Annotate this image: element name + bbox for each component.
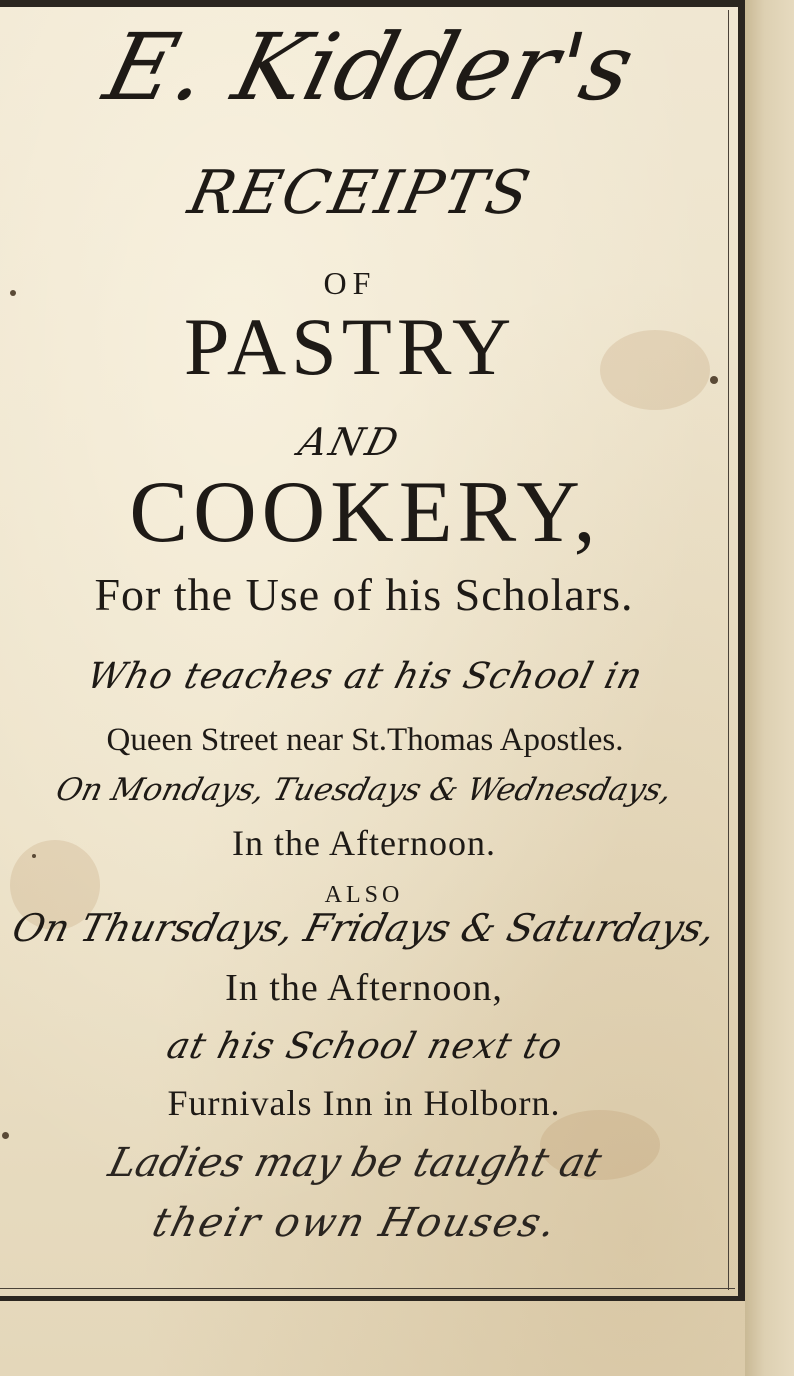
time-afternoon-1: In the Afternoon.: [232, 823, 496, 863]
title-cookery: COOKERY,: [129, 464, 601, 561]
right-border-outer-rule: [738, 0, 745, 1301]
also-label: ALSO: [324, 882, 404, 908]
title-and: AND: [294, 420, 406, 464]
title-of: OF: [323, 265, 377, 301]
teaches-line: Who teaches at his School in: [82, 656, 648, 697]
right-border-inner-rule: [728, 10, 729, 1290]
foxing-spot: [10, 290, 16, 296]
bottom-border-outer-rule: [0, 1296, 745, 1301]
page-margin: [745, 0, 794, 1376]
foxing-spot: [2, 1132, 9, 1139]
foxing-spot: [710, 376, 718, 384]
address-furnivals-inn: Furnivals Inn in Holborn.: [167, 1083, 561, 1123]
days-thu-sat: On Thursdays, Fridays & Saturdays,: [7, 906, 720, 950]
author-name: E. Kidder's: [94, 14, 646, 121]
address-queen-street: Queen Street near St.Thomas Apostles.: [106, 722, 624, 758]
time-afternoon-2: In the Afternoon,: [225, 967, 503, 1009]
purpose-line: For the Use of his Scholars.: [94, 569, 634, 620]
top-border-rule: [0, 0, 745, 7]
title-pastry: PASTRY: [183, 301, 517, 392]
ladies-line-2: their own Houses.: [147, 1200, 563, 1246]
title-receipts: RECEIPTS: [182, 158, 538, 228]
bottom-border-inner-rule: [0, 1288, 735, 1289]
at-school-line: at his School next to: [162, 1026, 568, 1067]
days-mon-wed: On Mondays, Tuesdays & Wednesdays,: [52, 772, 676, 808]
ladies-line-1: Ladies may be taught at: [103, 1140, 607, 1186]
